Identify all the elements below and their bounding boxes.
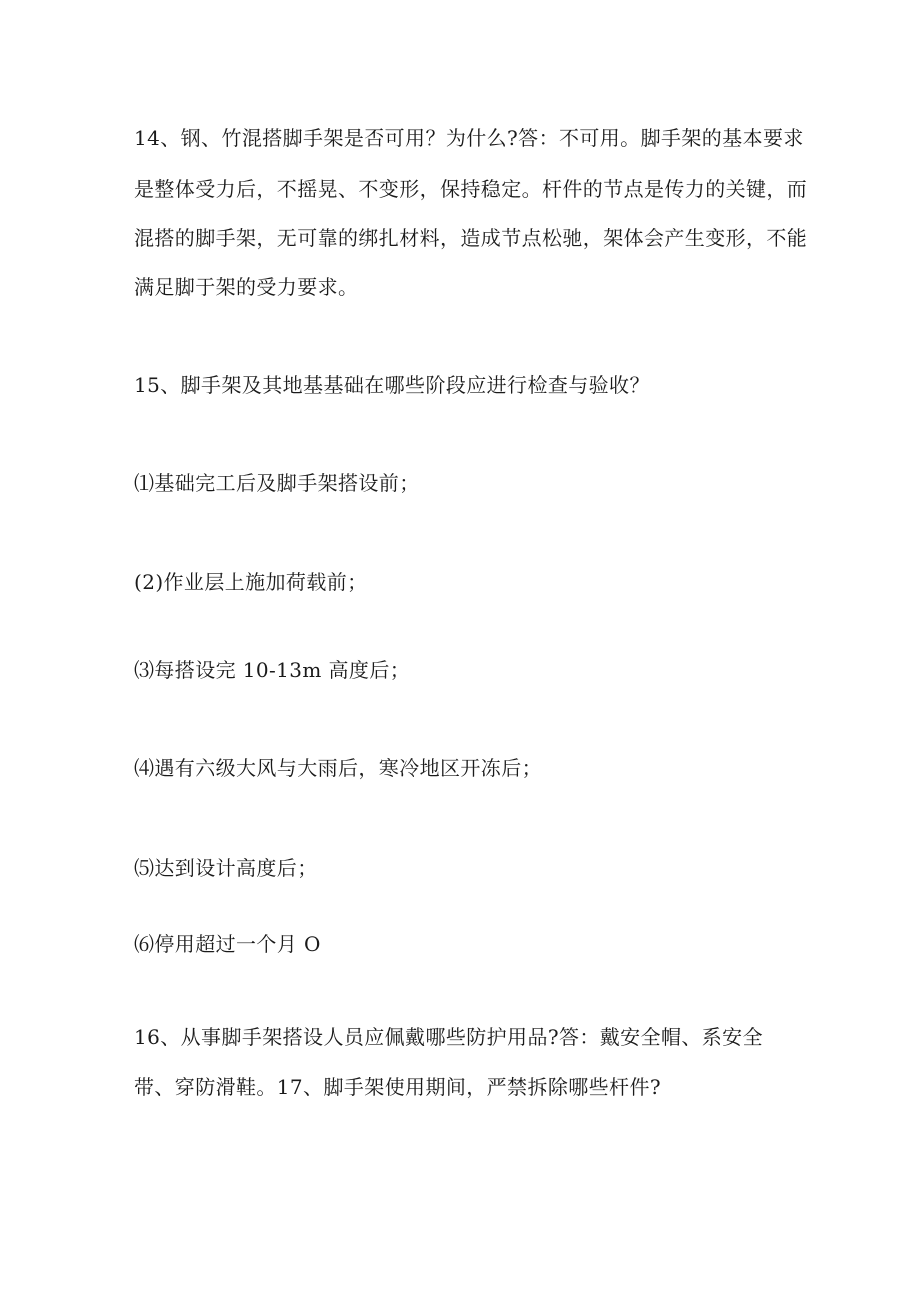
q16-line-2: 带、穿防滑鞋。17、脚手架使用期间，严禁拆除哪些杆件? — [134, 1075, 661, 1099]
q15-item-2: (2)作业层上施加荷载前； — [134, 570, 368, 594]
q15-item-1: ⑴基础完工后及脚手架搭设前； — [134, 471, 420, 495]
q15-item-5: ⑸达到设计高度后； — [134, 856, 318, 880]
q14-line-4: 满足脚于架的受力要求。 — [134, 275, 359, 299]
q15-question: 15、脚手架及其地基基础在哪些阶段应进行检查与验收？ — [134, 373, 650, 397]
q14-line-2: 是整体受力后，不摇晃、不变形，保持稳定。杆件的节点是传力的关键，而 — [134, 177, 808, 201]
q15-item-4: ⑷遇有六级大风与大雨后，寒冷地区开冻后； — [134, 756, 542, 780]
q14-line-3: 混搭的脚手架，无可靠的绑扎材料，造成节点松驰，架体会产生变形，不能 — [134, 226, 808, 250]
q14-line-1: 14、钢、竹混搭脚手架是否可用？为什么?答：不可用。脚手架的基本要求 — [134, 126, 804, 150]
q15-item-6: ⑹停用超过一个月 O — [134, 932, 321, 956]
q16-line-1: 16、从事脚手架搭设人员应佩戴哪些防护用品?答：戴安全帽、系安全 — [134, 1025, 763, 1049]
q15-item-3: ⑶每搭设完 10-13m 高度后； — [134, 658, 411, 682]
